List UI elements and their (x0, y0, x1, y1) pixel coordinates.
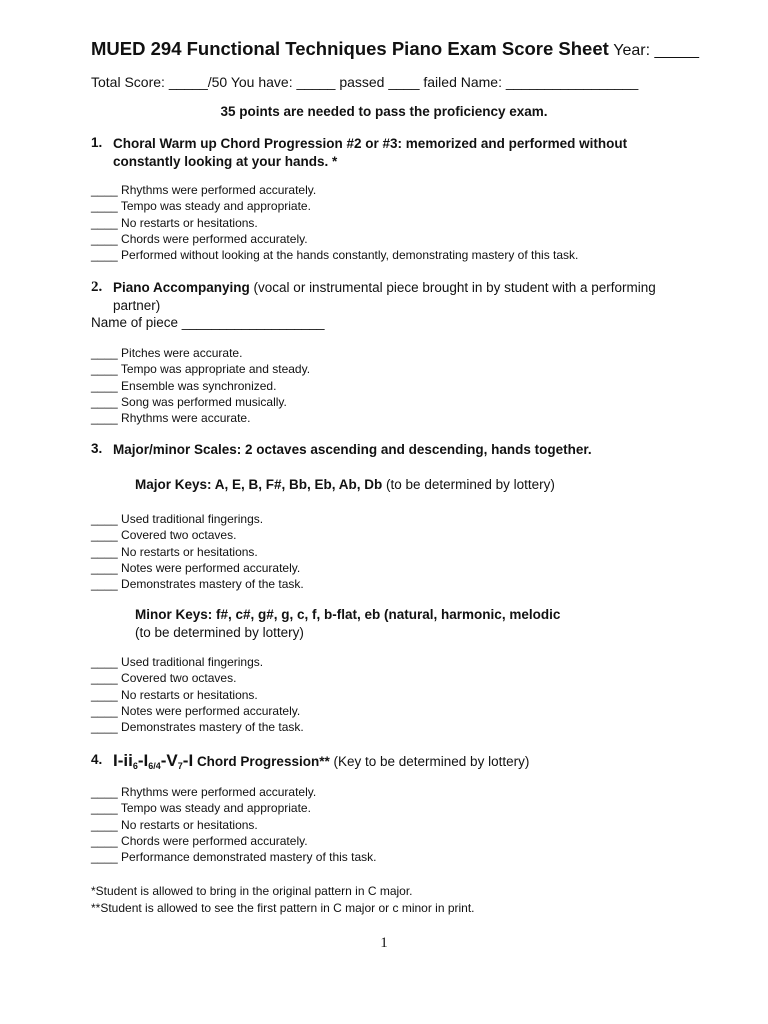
list-item: ____ Demonstrates mastery of the task. (91, 577, 304, 592)
piece-name-line: Name of piece ___________________ (91, 315, 325, 330)
list-item: ____ Tempo was appropriate and steady. (91, 362, 311, 377)
section-heading-text: Major/minor Scales: 2 octaves ascending and descending, hands together. (113, 442, 592, 457)
pass-note: 35 points are needed to pass the proficiency exam. (220, 104, 548, 119)
list-item: ____ No restarts or hesitations. (91, 687, 258, 702)
list-item: ____ Pitches were accurate. (91, 346, 243, 360)
section-heading-text: Piano Accompanying (113, 280, 250, 295)
list-item: ____ Tempo was steady and appropriate. (91, 199, 311, 214)
list-item: ____ Used traditional fingerings. (91, 512, 264, 526)
section-heading-text: Choral Warm up Chord Progression #2 or #3: memorized and performed without constantly looking at your hands. * (113, 136, 628, 169)
section-number: 4. (91, 752, 103, 767)
section-number: 2. (91, 279, 103, 295)
list-item: ____ No restarts or hesitations. (91, 215, 258, 230)
list-item: ____ Rhythms were accurate. (91, 411, 251, 426)
footnotes (91, 883, 475, 917)
list-item: ____ Notes were performed accurately. (91, 703, 301, 718)
section-4-heading (91, 752, 691, 775)
footnote: **Student is allowed to see the first pattern in C major or c minor in print. (91, 901, 475, 915)
list-item: ____ Performed without looking at the hands constantly, demonstrating mastery of this task. (91, 248, 579, 263)
list-item: ____ No restarts or hesitations. (91, 817, 258, 832)
list-item: ____ Chords were performed accurately. (91, 833, 308, 848)
list-item: ____ Demonstrates mastery of the task. (91, 720, 304, 735)
minor-keys-label: Minor Keys: f#, c#, g#, g, c, f, b-flat, eb (natural, harmonic, melodic (135, 607, 561, 622)
list-item: ____ Performance demonstrated mastery of this task. (91, 850, 377, 865)
list-item: ____ No restarts or hesitations. (91, 544, 258, 559)
section-heading-note: (vocal or instrumental piece brought in by student with a performing partner) (113, 280, 656, 313)
section-1-items (91, 182, 578, 263)
section-1-heading (91, 135, 681, 171)
list-item: ____ Notes were performed accurately. (91, 560, 301, 575)
section-heading-note: (Key to be determined by lottery) (333, 754, 530, 769)
list-item: ____ Song was performed musically. (91, 394, 287, 409)
list-item: ____ Covered two octaves. (91, 528, 237, 543)
list-item: ____ Covered two octaves. (91, 671, 237, 686)
section-number: 3. (91, 441, 103, 456)
list-item: ____ Tempo was steady and appropriate. (91, 801, 311, 816)
section-2-items (91, 345, 310, 426)
section-2-heading (91, 279, 691, 315)
score-line: Total Score: _____/50 You have: _____ passed ____ failed Name: _________________ (91, 74, 639, 90)
section-3-heading (91, 441, 691, 459)
footnote: *Student is allowed to bring in the original pattern in C major. (91, 884, 413, 898)
page-title: MUED 294 Functional Techniques Piano Exam Score Sheet (91, 38, 609, 59)
major-keys-heading (135, 476, 555, 494)
section-4-items (91, 784, 376, 865)
list-item: ____ Rhythms were performed accurately. (91, 785, 317, 799)
major-keys-note: (to be determined by lottery) (386, 477, 555, 492)
major-keys-label: Major Keys: A, E, B, F#, Bb, Eb, Ab, Db (135, 477, 383, 492)
major-keys-items (91, 511, 304, 592)
section-heading-text: Chord Progression** (196, 754, 330, 769)
minor-keys-note: (to be determined by lottery) (135, 625, 304, 640)
title-line (91, 38, 699, 60)
chord-progression: $I-ii_6-I_{6/4}-V_7-I$ (113, 751, 194, 771)
list-item: ____ Rhythms were performed accurately. (91, 183, 317, 197)
list-item: ____ Used traditional fingerings. (91, 655, 264, 669)
minor-keys-heading (135, 606, 560, 642)
year-field: Year: _____ (613, 42, 699, 59)
page-number: 1 (380, 935, 388, 951)
section-number: 1. (91, 135, 103, 150)
list-item: ____ Ensemble was synchronized. (91, 378, 277, 393)
list-item: ____ Chords were performed accurately. (91, 231, 308, 246)
minor-keys-items (91, 654, 304, 735)
